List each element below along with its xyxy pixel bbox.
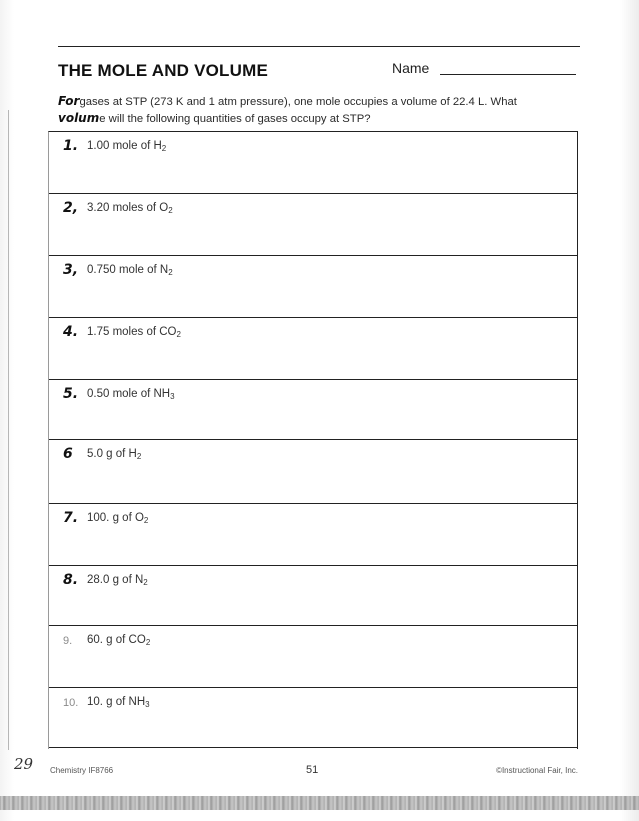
scan-artifact-band bbox=[0, 796, 639, 810]
problem-number: 4. bbox=[63, 324, 79, 340]
problem-cell bbox=[49, 504, 577, 566]
problem-number: 8. bbox=[63, 572, 79, 588]
problem-quantity: 1.75 moles of $CO_2$ bbox=[87, 326, 181, 339]
worksheet-title: THE MOLE AND VOLUME bbox=[58, 61, 268, 80]
problem-cell bbox=[49, 440, 577, 504]
footer-page-number: 51 bbox=[306, 764, 319, 776]
instructions-line-2: e will the following quantities of gases occupy at STP? bbox=[99, 112, 371, 125]
problem-cell bbox=[49, 566, 577, 626]
top-rule bbox=[58, 46, 580, 47]
footer-book-code: Chemistry IF8766 bbox=[50, 766, 114, 775]
problem-cell bbox=[49, 256, 577, 318]
problem-cell bbox=[49, 688, 577, 748]
problem-quantity: 10. g of $NH_3$ bbox=[87, 696, 150, 709]
problem-quantity: 3.20 moles of $O_2$ bbox=[87, 202, 173, 215]
problem-quantity: 100. g of $O_2$ bbox=[87, 512, 149, 525]
name-field-line bbox=[440, 74, 576, 75]
problem-grid bbox=[48, 131, 578, 749]
problem-quantity: 0.750 mole of $N_2$ bbox=[87, 264, 173, 277]
footer-copyright: ©Instructional Fair, Inc. bbox=[496, 766, 578, 775]
problem-quantity: 0.50 mole of $NH_3$ bbox=[87, 388, 175, 401]
problem-number: 7. bbox=[63, 510, 79, 526]
problem-quantity: 5.0 g of $H_2$ bbox=[87, 448, 142, 461]
problem-quantity: 1.00 mole of $H_2$ bbox=[87, 140, 167, 153]
problem-number: 10. bbox=[63, 697, 79, 709]
problem-quantity: 60. g of $CO_2$ bbox=[87, 634, 151, 647]
handwritten-for: For bbox=[58, 94, 80, 108]
problem-cell bbox=[49, 626, 577, 688]
problem-cell bbox=[49, 194, 577, 256]
instructions-line-1: gases at STP (273 K and 1 atm pressure), one mole occupies a volume of 22.4 L. What bbox=[79, 96, 517, 108]
handwritten-volume: volum bbox=[58, 110, 100, 125]
problem-number: 5. bbox=[63, 386, 79, 402]
handwritten-page-number: 29 bbox=[14, 755, 34, 773]
problem-quantity: 28.0 g of $N_2$ bbox=[87, 574, 148, 587]
scan-edge-shadow bbox=[8, 110, 9, 750]
problem-number: 3, bbox=[63, 262, 79, 278]
problem-cell bbox=[49, 132, 577, 194]
name-label: Name bbox=[392, 60, 430, 76]
instructions bbox=[58, 94, 578, 127]
problem-cell bbox=[49, 380, 577, 440]
problem-number: 9. bbox=[63, 635, 73, 647]
problem-number: 6 bbox=[63, 446, 73, 462]
problem-number: 2, bbox=[63, 200, 79, 216]
problem-number: 1. bbox=[63, 138, 79, 154]
problem-cell bbox=[49, 318, 577, 380]
